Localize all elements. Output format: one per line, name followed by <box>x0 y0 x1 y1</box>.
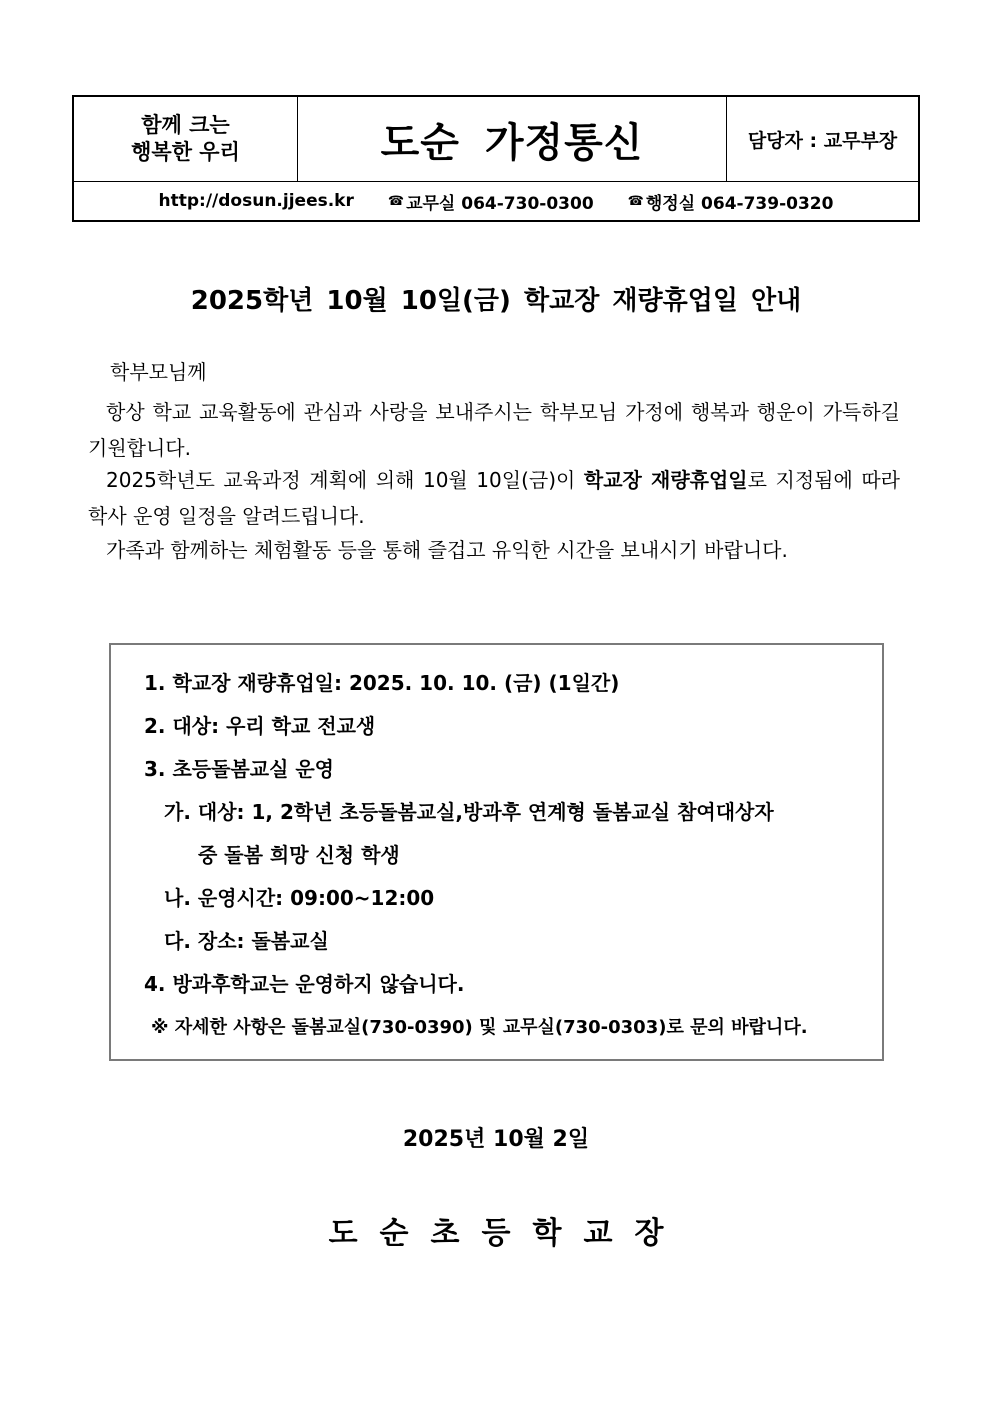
telephone-icon: ☎ <box>387 193 405 209</box>
info-subitem-care-hours: 나. 운영시간: 09:00~12:00 <box>164 886 435 910</box>
school-website[interactable]: http://dosun.jjees.kr <box>158 191 354 211</box>
info-item-holiday: 1. 학교장 재량휴업일: 2025. 10. 10. (금) (1일간) <box>144 671 620 695</box>
info-subitem-care-target-cont: 중 돌봄 희망 신청 학생 <box>198 843 400 867</box>
contact-person: 담당자 : 교무부장 <box>747 129 898 152</box>
info-note: ※ 자세한 사항은 돌봄교실(730-0390) 및 교무실(730-0303)로 문의 바랍니다. <box>151 1017 808 1038</box>
greeting: 학부모님께 <box>110 360 207 384</box>
document-title: 2025학년 10월 10일(금) 학교장 재량휴업일 안내 <box>190 286 802 316</box>
newsletter-title: 도순 가정통신 <box>298 97 727 181</box>
paragraph-3 <box>88 532 900 568</box>
motto-line-1: 함께 크는 <box>141 113 230 137</box>
office-phone: 교무실 064-730-0300 <box>406 193 594 214</box>
admin-phone: 행정실 064-739-0320 <box>645 193 834 214</box>
header-top-row <box>74 97 918 182</box>
paragraph-2-text-start: 2025학년도 교육과정 계획에 의해 10월 10일(금)이 <box>106 468 584 492</box>
info-subitem-care-place: 다. 장소: 돌봄교실 <box>164 929 329 953</box>
info-item-care-class: 3. 초등돌봄교실 운영 <box>144 757 334 781</box>
paragraph-2 <box>88 462 900 534</box>
telephone-icon: ☎ <box>627 193 644 209</box>
info-item-afterschool: 4. 방과후학교는 운영하지 않습니다. <box>144 972 465 996</box>
info-item-target: 2. 대상: 우리 학교 전교생 <box>144 714 376 738</box>
principal-signature: 도순초등학교장 <box>328 1216 686 1251</box>
newsletter-header <box>72 95 920 222</box>
info-box <box>109 643 884 1061</box>
school-motto <box>74 97 298 181</box>
header-contact-row <box>74 182 918 220</box>
paragraph-3-text: 가족과 함께하는 체험활동 등을 통해 즐겁고 유익한 시간을 보내시기 바랍니다. <box>106 538 788 562</box>
paragraph-1-text: 항상 학교 교육활동에 관심과 사랑을 보내주시는 학부모님 가정에 행복과 행운이 가득하길 기원합니다. <box>88 400 900 460</box>
holiday-emphasis: 학교장 재량휴업일 <box>583 468 748 492</box>
paragraph-2-text-end: 로 지정됨에 따라 학사 운영 일정을 알려드립니다. <box>88 468 900 528</box>
paragraph-1 <box>88 394 900 466</box>
motto-line-2: 행복한 우리 <box>131 140 240 164</box>
info-subitem-care-target: 가. 대상: 1, 2학년 초등돌봄교실,방과후 연계형 돌봄교실 참여대상자 <box>164 800 774 824</box>
issue-date: 2025년 10월 2일 <box>402 1127 590 1152</box>
